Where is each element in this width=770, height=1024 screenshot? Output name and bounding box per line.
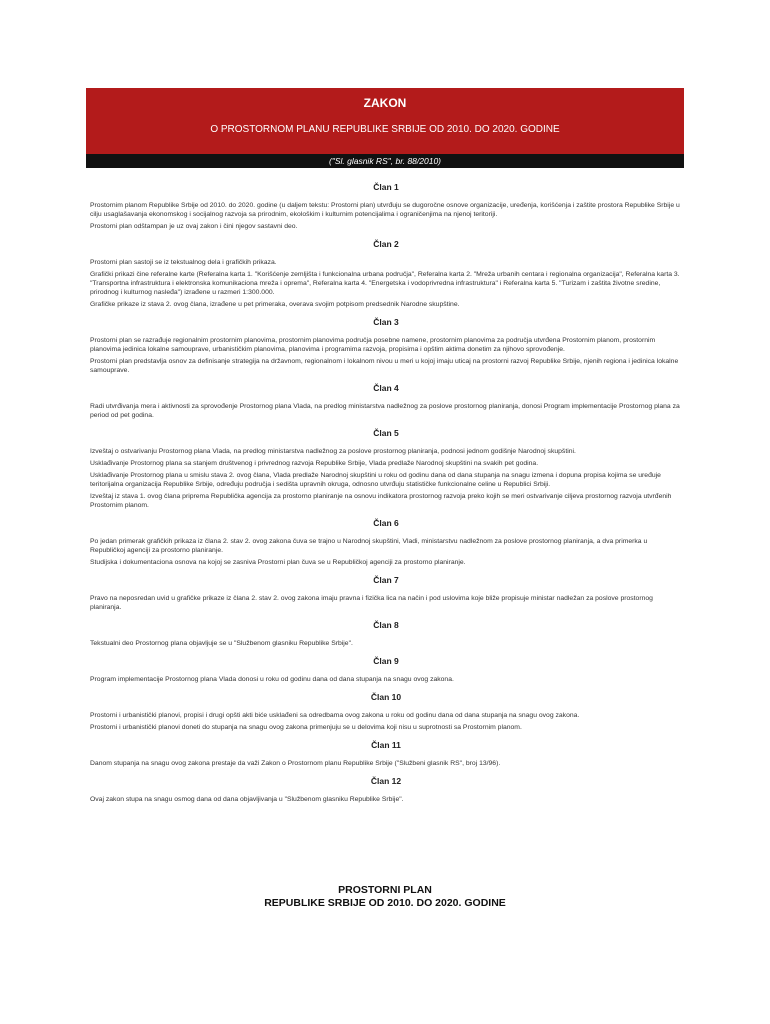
article-heading: Član 3 <box>373 317 399 327</box>
article-paragraph: Program implementacije Prostornog plana Vlada donosi u roku od godinu dana od dana stupanja na snagu ovog zakona. <box>90 676 454 683</box>
article-paragraph: Radi utvrđivanja mera i aktivnosti za sprovođenje Prostornog plana Vlada, na predlog ministarstva nadležnog za poslove prostornog planiranja, donosi Program implementacije Prostornog plana za period od pet godina. <box>90 403 680 419</box>
article-section <box>90 656 682 684</box>
article-paragraph: Izveštaj iz stava 1. ovog člana priprema Republička agencija za prostorno planiranje na osnovu indikatora prostornog razvoja preko kojih se meri ostvarivanje ciljeva prostornog razvoja utvrđenih Prostornim planom. <box>90 493 672 509</box>
articles-container <box>90 176 682 812</box>
law-title: ZAKON <box>363 96 407 110</box>
article-section <box>90 692 682 732</box>
article-heading: Član 6 <box>373 518 399 528</box>
article-section <box>90 620 682 648</box>
article-paragraph: Prostorni plan predstavlja osnov za definisanje strategija na državnom, regionalnom i lokalnom nivou u meri u kojoj imaju uticaj na prostorni razvoj Republike Srbije, njenih regiona i jedinica lokalne samouprave. <box>90 358 679 374</box>
closing-title-line2: REPUBLIKE SRBIJE OD 2010. DO 2020. GODINE <box>264 897 506 909</box>
closing-title-line1: PROSTORNI PLAN <box>338 884 432 896</box>
article-heading: Član 9 <box>373 656 399 666</box>
article-paragraph: Prostorni i urbanistički planovi, propisi i drugi opšti akti biće usklađeni sa odredbama ovog zakona u roku od godinu dana od dana stupanja na snagu ovog zakona. <box>90 712 580 719</box>
article-section <box>90 182 682 231</box>
article-heading: Član 8 <box>373 620 399 630</box>
article-paragraph: Usklađivanje Prostornog plana sa stanjem društvenog i privrednog razvoja Republike Srbije, Vlada predlaže Narodnoj skupštini na svakih pet godina. <box>90 460 539 467</box>
title-banner <box>86 88 684 168</box>
article-section <box>90 518 682 567</box>
article-section <box>90 740 682 768</box>
article-paragraph: Grafičke prikaze iz stava 2. ovog člana, izrađene u pet primeraka, overava svojim potpisom predsednik Narodne skupštine. <box>90 301 460 308</box>
article-paragraph: Prostorni plan sastoji se iz tekstualnog dela i grafičkih prikaza. <box>90 259 277 266</box>
article-paragraph: Tekstualni deo Prostornog plana objavljuje se u "Službenom glasniku Republike Srbije". <box>90 640 353 647</box>
gazette-reference: ("Sl. glasnik RS", br. 88/2010) <box>86 154 684 168</box>
article-heading: Član 2 <box>373 239 399 249</box>
article-heading: Član 1 <box>373 182 399 192</box>
article-paragraph: Po jedan primerak grafičkih prikaza iz člana 2. stav 2. ovog zakona čuva se trajno u Narodnoj skupštini, Vladi, ministarstvu nadležnom za poslove prostornog planiranja, a dva primerka u Republičkoj agenciji za prostorno planiranje. <box>90 538 648 554</box>
law-subtitle: O PROSTORNOM PLANU REPUBLIKE SRBIJE OD 2010. DO 2020. GODINE <box>210 124 560 135</box>
article-paragraph: Prostorni i urbanistički planovi doneti do stupanja na snagu ovog zakona primenjuju se u delovima koji nisu u suprotnosti sa Prostornim planom. <box>90 724 522 731</box>
article-paragraph: Studijska i dokumentaciona osnova na kojoj se zasniva Prostorni plan čuva se u Republičkoj agenciji za prostorno planiranje. <box>90 559 466 566</box>
article-section <box>90 776 682 804</box>
article-paragraph: Ovaj zakon stupa na snagu osmog dana od dana objavljivanja u "Službenom glasniku Republike Srbije". <box>90 796 404 803</box>
article-heading: Član 4 <box>373 383 399 393</box>
article-heading: Član 7 <box>373 575 399 585</box>
article-paragraph: Grafički prikazi čine referalne karte (Referalna karta 1. "Korišćenje zemljišta i funkcionalna urbana područja", Referalna karta 2. "Mreža urbanih centara i regionalna organizacija", Referalna karta 3. "Transportna infrastruktura i elektronska komunikaciona mreža i oprema", Referalna karta 4. "Energetska i vodoprivredna infrastruktura" i Referalna karta 5. "Turizam i zaštita životne sredine, prirodnog i kulturnog nasleđa") izrađene u razmeri 1:300.000. <box>90 271 680 296</box>
article-paragraph: Prostorni plan odštampan je uz ovaj zakon i čini njegov sastavni deo. <box>90 223 298 230</box>
article-section <box>90 383 682 420</box>
article-paragraph: Pravo na neposredan uvid u grafičke prikaze iz člana 2. stav 2. ovog zakona imaju pravna i fizička lica na način i pod uslovima koje bliže propisuje ministar nadležan za poslove prostornog planiranja. <box>90 595 653 611</box>
article-paragraph: Prostornim planom Republike Srbije od 2010. do 2020. godine (u daljem tekstu: Prostorni plan) utvrđuju se dugoročne osnove organizacije, uređenja, korišćenja i zaštite prostora Republike Srbije u cilju usaglašavanja ekonomskog i socijalnog razvoja sa prirodnim, ekološkim i kulturnim potencijalima i ograničenjima na njenoj teritoriji. <box>90 202 680 218</box>
article-paragraph: Prostorni plan se razrađuje regionalnim prostornim planovima, prostornim planovima područja posebne namene, prostornim planovima za područja utvrđena Prostornim planom, prostornim planovima jedinica lokalne samouprave, urbanističkim planovima, planovima i programima razvoja, propisima i opštim aktima donetim za njihovo sprovođenje. <box>90 337 656 353</box>
closing-title <box>86 884 684 910</box>
article-section <box>90 575 682 612</box>
article-paragraph: Danom stupanja na snagu ovog zakona prestaje da važi Zakon o Prostornom planu Republike Srbije ("Službeni glasnik RS", broj 13/96). <box>90 760 501 767</box>
article-section <box>90 239 682 309</box>
article-section <box>90 428 682 510</box>
article-heading: Član 10 <box>370 692 402 702</box>
article-heading: Član 11 <box>371 740 401 750</box>
article-heading: Član 5 <box>373 428 399 438</box>
article-paragraph: Izveštaj o ostvarivanju Prostornog plana Vlada, na predlog ministarstva nadležnog za poslove prostornog planiranja, podnosi jednom godišnje Narodnoj skupštini. <box>90 448 576 455</box>
article-section <box>90 317 682 375</box>
article-paragraph: Usklađivanje Prostornog plana u smislu stava 2. ovog člana, Vlada predlaže Narodnoj skupštini u roku od godinu dana od dana stupanja na snagu izmena i dopuna propisa kojima se uređuje teritorijalna organizacija Republike Srbije, određuju područja i sedišta upravnih okruga, odnosno utvrđuju statističke funkcionalne celine u Republici Srbiji. <box>90 472 661 488</box>
article-heading: Član 12 <box>370 776 402 786</box>
